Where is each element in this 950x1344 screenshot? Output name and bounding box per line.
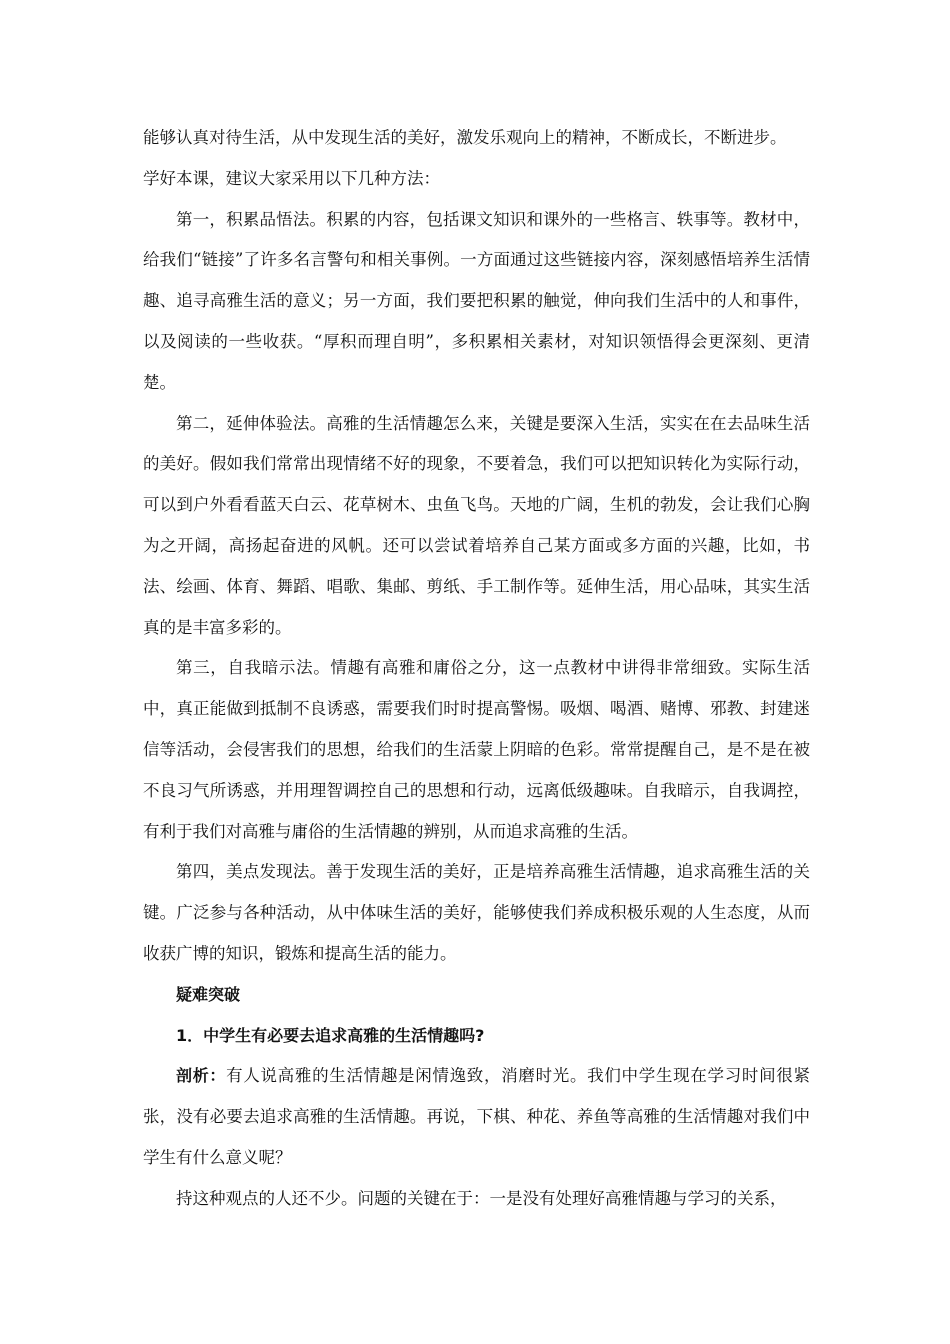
analysis-text: 有人说高雅的生活情趣是闲情逸致，消磨时光。我们中学生现在学习时间很紧张，没有必要去追求高雅的生活情趣。再说，下棋、种花、养鱼等高雅的生活情趣对我们中学生有什么意义呢？ [143, 1066, 810, 1167]
closing-paragraph: 持这种观点的人还不少。问题的关键在于：一是没有处理好高雅情趣与学习的关系， [176, 1188, 787, 1208]
intro-paragraph: 能够认真对待生活，从中发现生活的美好，激发乐观向上的精神，不断成长，不断进步。 [143, 128, 787, 147]
method-3-paragraph: 第三，自我暗示法。情趣有高雅和庸俗之分，这一点教材中讲得非常细致。实际生活中，真正能做到抵制不良诱惑，需要我们时时提高警惕。吸烟、喝酒、赌博、邪教、封建迷信等活动，会侵害我们的思想，给我们的生活蒙上阴暗的色彩。常常提醒自己，是不是在被不良习气所诱惑，并用理智调控自己的思想和行动，远离低级趣味。自我暗示，自我调控，有利于我们对高雅与庸俗的生活情趣的辨别，从而追求高雅的生活。 [143, 658, 810, 841]
analysis-paragraph [143, 1056, 810, 1178]
method-2-paragraph: 第二，延伸体验法。高雅的生活情趣怎么来，关键是要深入生活，实实在在去品味生活的美好。假如我们常常出现情绪不好的现象，不要着急，我们可以把知识转化为实际行动，可以到户外看看蓝天白云、花草树木、虫鱼飞鸟。天地的广阔，生机的勃发，会让我们心胸为之开阔，高扬起奋进的风帆。还可以尝试着培养自己某方面或多方面的兴趣，比如，书法、绘画、体育、舞蹈、唱歌、集邮、剪纸、手工制作等。延伸生活，用心品味，其实生活真的是丰富多彩的。 [143, 413, 810, 637]
analysis-label: 剖析： [176, 1066, 227, 1086]
question-heading: 1．中学生有必要去追求高雅的生活情趣吗? [176, 1025, 485, 1045]
document-body [143, 118, 810, 1220]
method-1-paragraph: 第一，积累品悟法。积累的内容，包括课文知识和课外的一些格言、轶事等。教材中，给我们“链接”了许多名言警句和相关事例。一方面通过这些链接内容，深刻感悟培养生活情趣、追寻高雅生活的意义；另一方面，我们要把积累的触觉，伸向我们生活中的人和事件，以及阅读的一些收获。“厚积而理自明”，多积累相关素材，对知识领悟得会更深刻、更清楚。 [143, 209, 810, 392]
method-4-paragraph: 第四，美点发现法。善于发现生活的美好，正是培养高雅生活情趣，追求高雅生活的关键。广泛参与各种活动，从中体味生活的美好，能够使我们养成积极乐观的人生态度，从而收获广博的知识，锻炼和提高生活的能力。 [143, 862, 810, 963]
methods-intro-paragraph: 学好本课，建议大家采用以下几种方法： [143, 168, 440, 188]
section-heading: 疑难突破 [176, 984, 241, 1004]
